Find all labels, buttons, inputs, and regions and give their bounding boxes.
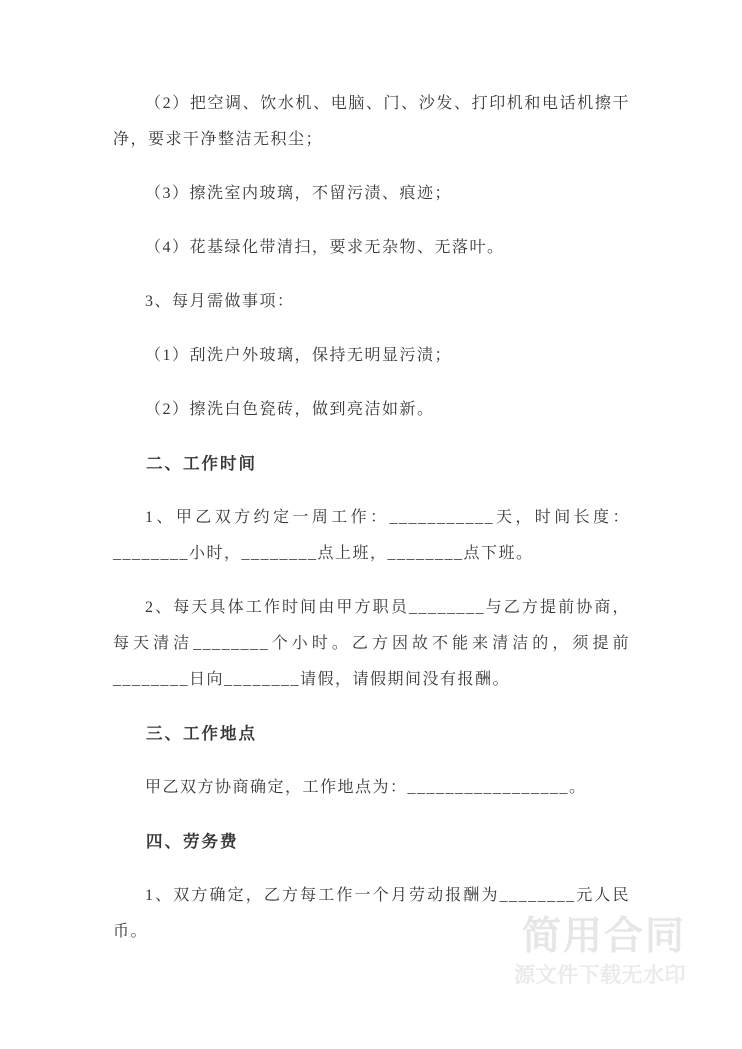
clause-monthly-task-2: （2）擦洗白色瓷砖，做到亮洁如新。: [145, 401, 435, 418]
clause-work-hours-2: 2、每天具体工作时间由甲方职员________与乙方提前协商，每天清洁________个小时。乙方因故不能来清洁的，须提前________日向________请假，请假期间没有报酬。: [113, 599, 630, 688]
clause-work-place: 甲乙双方协商确定，工作地点为：_________________。: [145, 779, 587, 796]
watermark-logo-text: 简用合同: [521, 915, 686, 958]
watermark-tagline: 源文件下载无水印: [514, 964, 686, 987]
document-body: [113, 86, 630, 950]
clause-monthly-tasks-label: 3、每月需做事项：: [145, 293, 295, 310]
clause-monthly-item-3: （3）擦洗室内玻璃，不留污渍、痕迹；: [145, 185, 453, 202]
clause-monthly-item-4: （4）花基绿化带清扫，要求无杂物、无落叶。: [145, 239, 505, 256]
clause-monthly-item-2: （2）把空调、饮水机、电脑、门、沙发、打印机和电话机擦干净，要求干净整洁无积尘；: [113, 95, 630, 148]
clause-work-hours-1: 1、甲乙双方约定一周工作：___________天，时间长度：________小时，________点上班，________点下班。: [113, 509, 630, 562]
section-heading-labor-fee: 四、劳务费: [146, 832, 239, 851]
section-heading-work-place: 三、工作地点: [146, 724, 257, 743]
clause-monthly-task-1: （1）刮洗户外玻璃，保持无明显污渍；: [145, 347, 453, 364]
section-heading-work-hours: 二、工作时间: [146, 454, 257, 473]
clause-labor-fee-1: 1、双方确定，乙方每工作一个月劳动报酬为________元人民币。: [113, 887, 630, 940]
